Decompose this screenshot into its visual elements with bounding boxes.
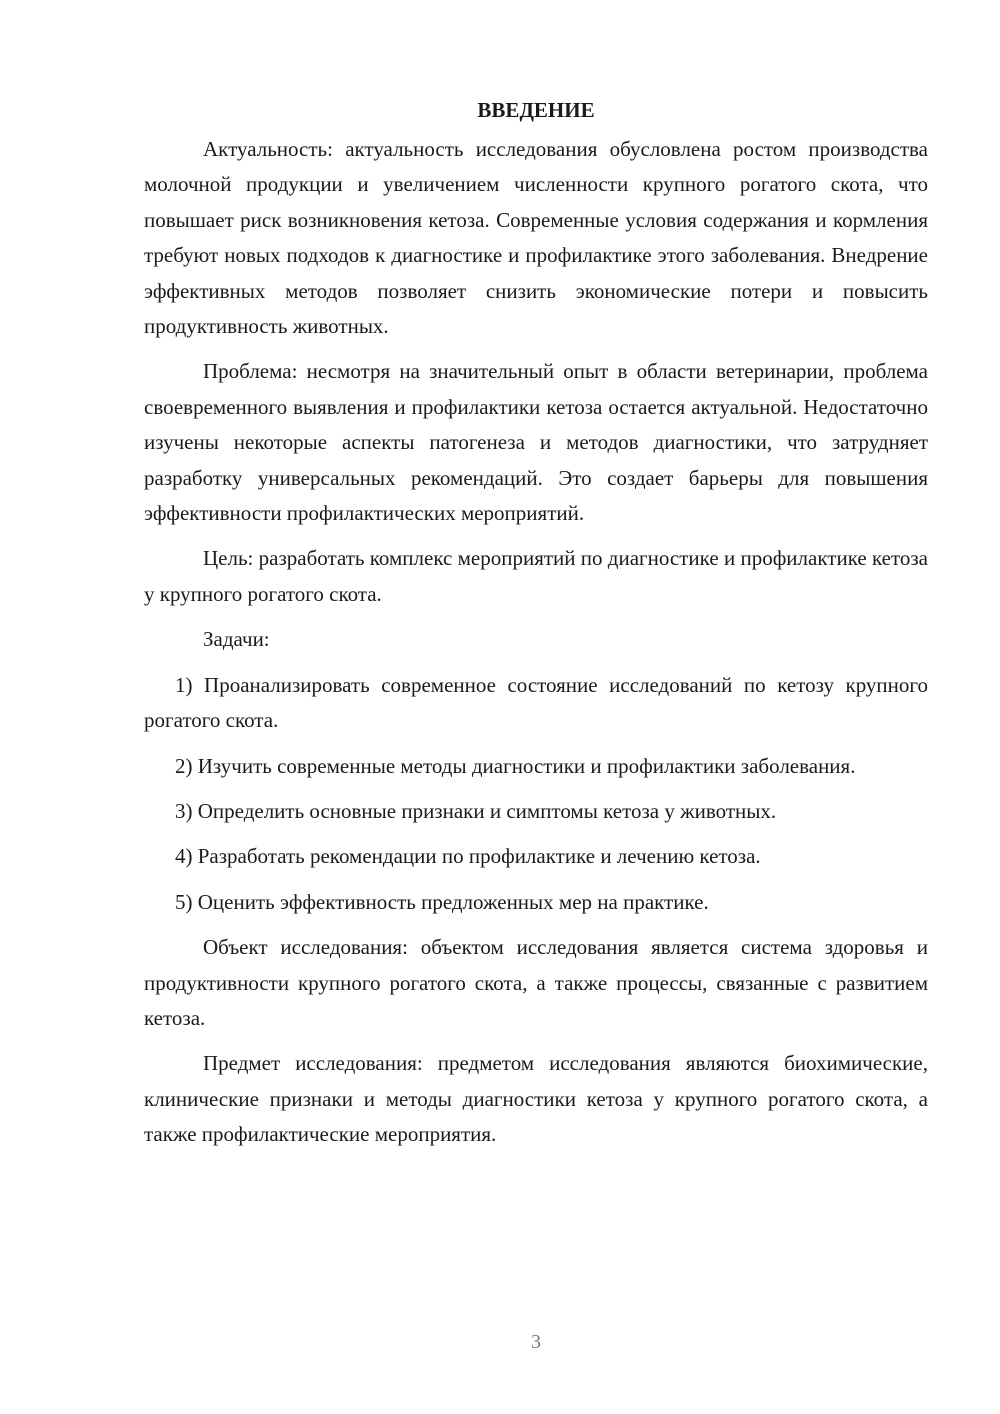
relevance-paragraph: Актуальность: актуальность исследования обусловлена ростом производства молочной продукции и увеличением численности крупного рогатого скота, что повышает риск возникновения кетоза. Современные условия содержания и кормления требуют новых подходов к диагностике и профилактике этого заболевания. Внедрение эффективных методов позволяет снизить экономические потери и повысить продуктивность животных.: [144, 137, 928, 339]
object-paragraph: Объект исследования: объектом исследования является система здоровья и продуктивности крупного рогатого скота, а также процессы, связанные с развитием кетоза.: [144, 935, 928, 1030]
task-item-3: 3) Определить основные признаки и симптомы кетоза у животных.: [175, 798, 777, 823]
page-number: 3: [531, 1331, 541, 1353]
problem-paragraph: Проблема: несмотря на значительный опыт в области ветеринарии, проблема своевременного выявления и профилактики кетоза остается актуальной. Недостаточно изучены некоторые аспекты патогенеза и методов диагностики, что затрудняет разработку универсальных рекомендаций. Это создает барьеры для повышения эффективности профилактических мероприятий.: [144, 359, 928, 526]
task-item-5: 5) Оценить эффективность предложенных мер на практике.: [175, 889, 709, 914]
task-item-2: 2) Изучить современные методы диагностики и профилактики заболевания.: [175, 753, 856, 778]
tasks-heading: Задачи:: [203, 627, 270, 652]
goal-paragraph: Цель: разработать комплекс мероприятий по диагностике и профилактике кетоза у крупного рогатого скота.: [144, 546, 928, 606]
page-title: ВВЕДЕНИЕ: [477, 98, 595, 122]
subject-paragraph: Предмет исследования: предметом исследования являются биохимические, клинические признаки и методы диагностики кетоза у крупного рогатого скота, а также профилактические мероприятия.: [144, 1051, 928, 1147]
task-item-1: 1) Проанализировать современное состояние исследований по кетозу крупного рогатого скота.: [144, 672, 928, 733]
document-page: [144, 92, 928, 1163]
task-item-4: 4) Разработать рекомендации по профилактике и лечению кетоза.: [175, 844, 761, 869]
